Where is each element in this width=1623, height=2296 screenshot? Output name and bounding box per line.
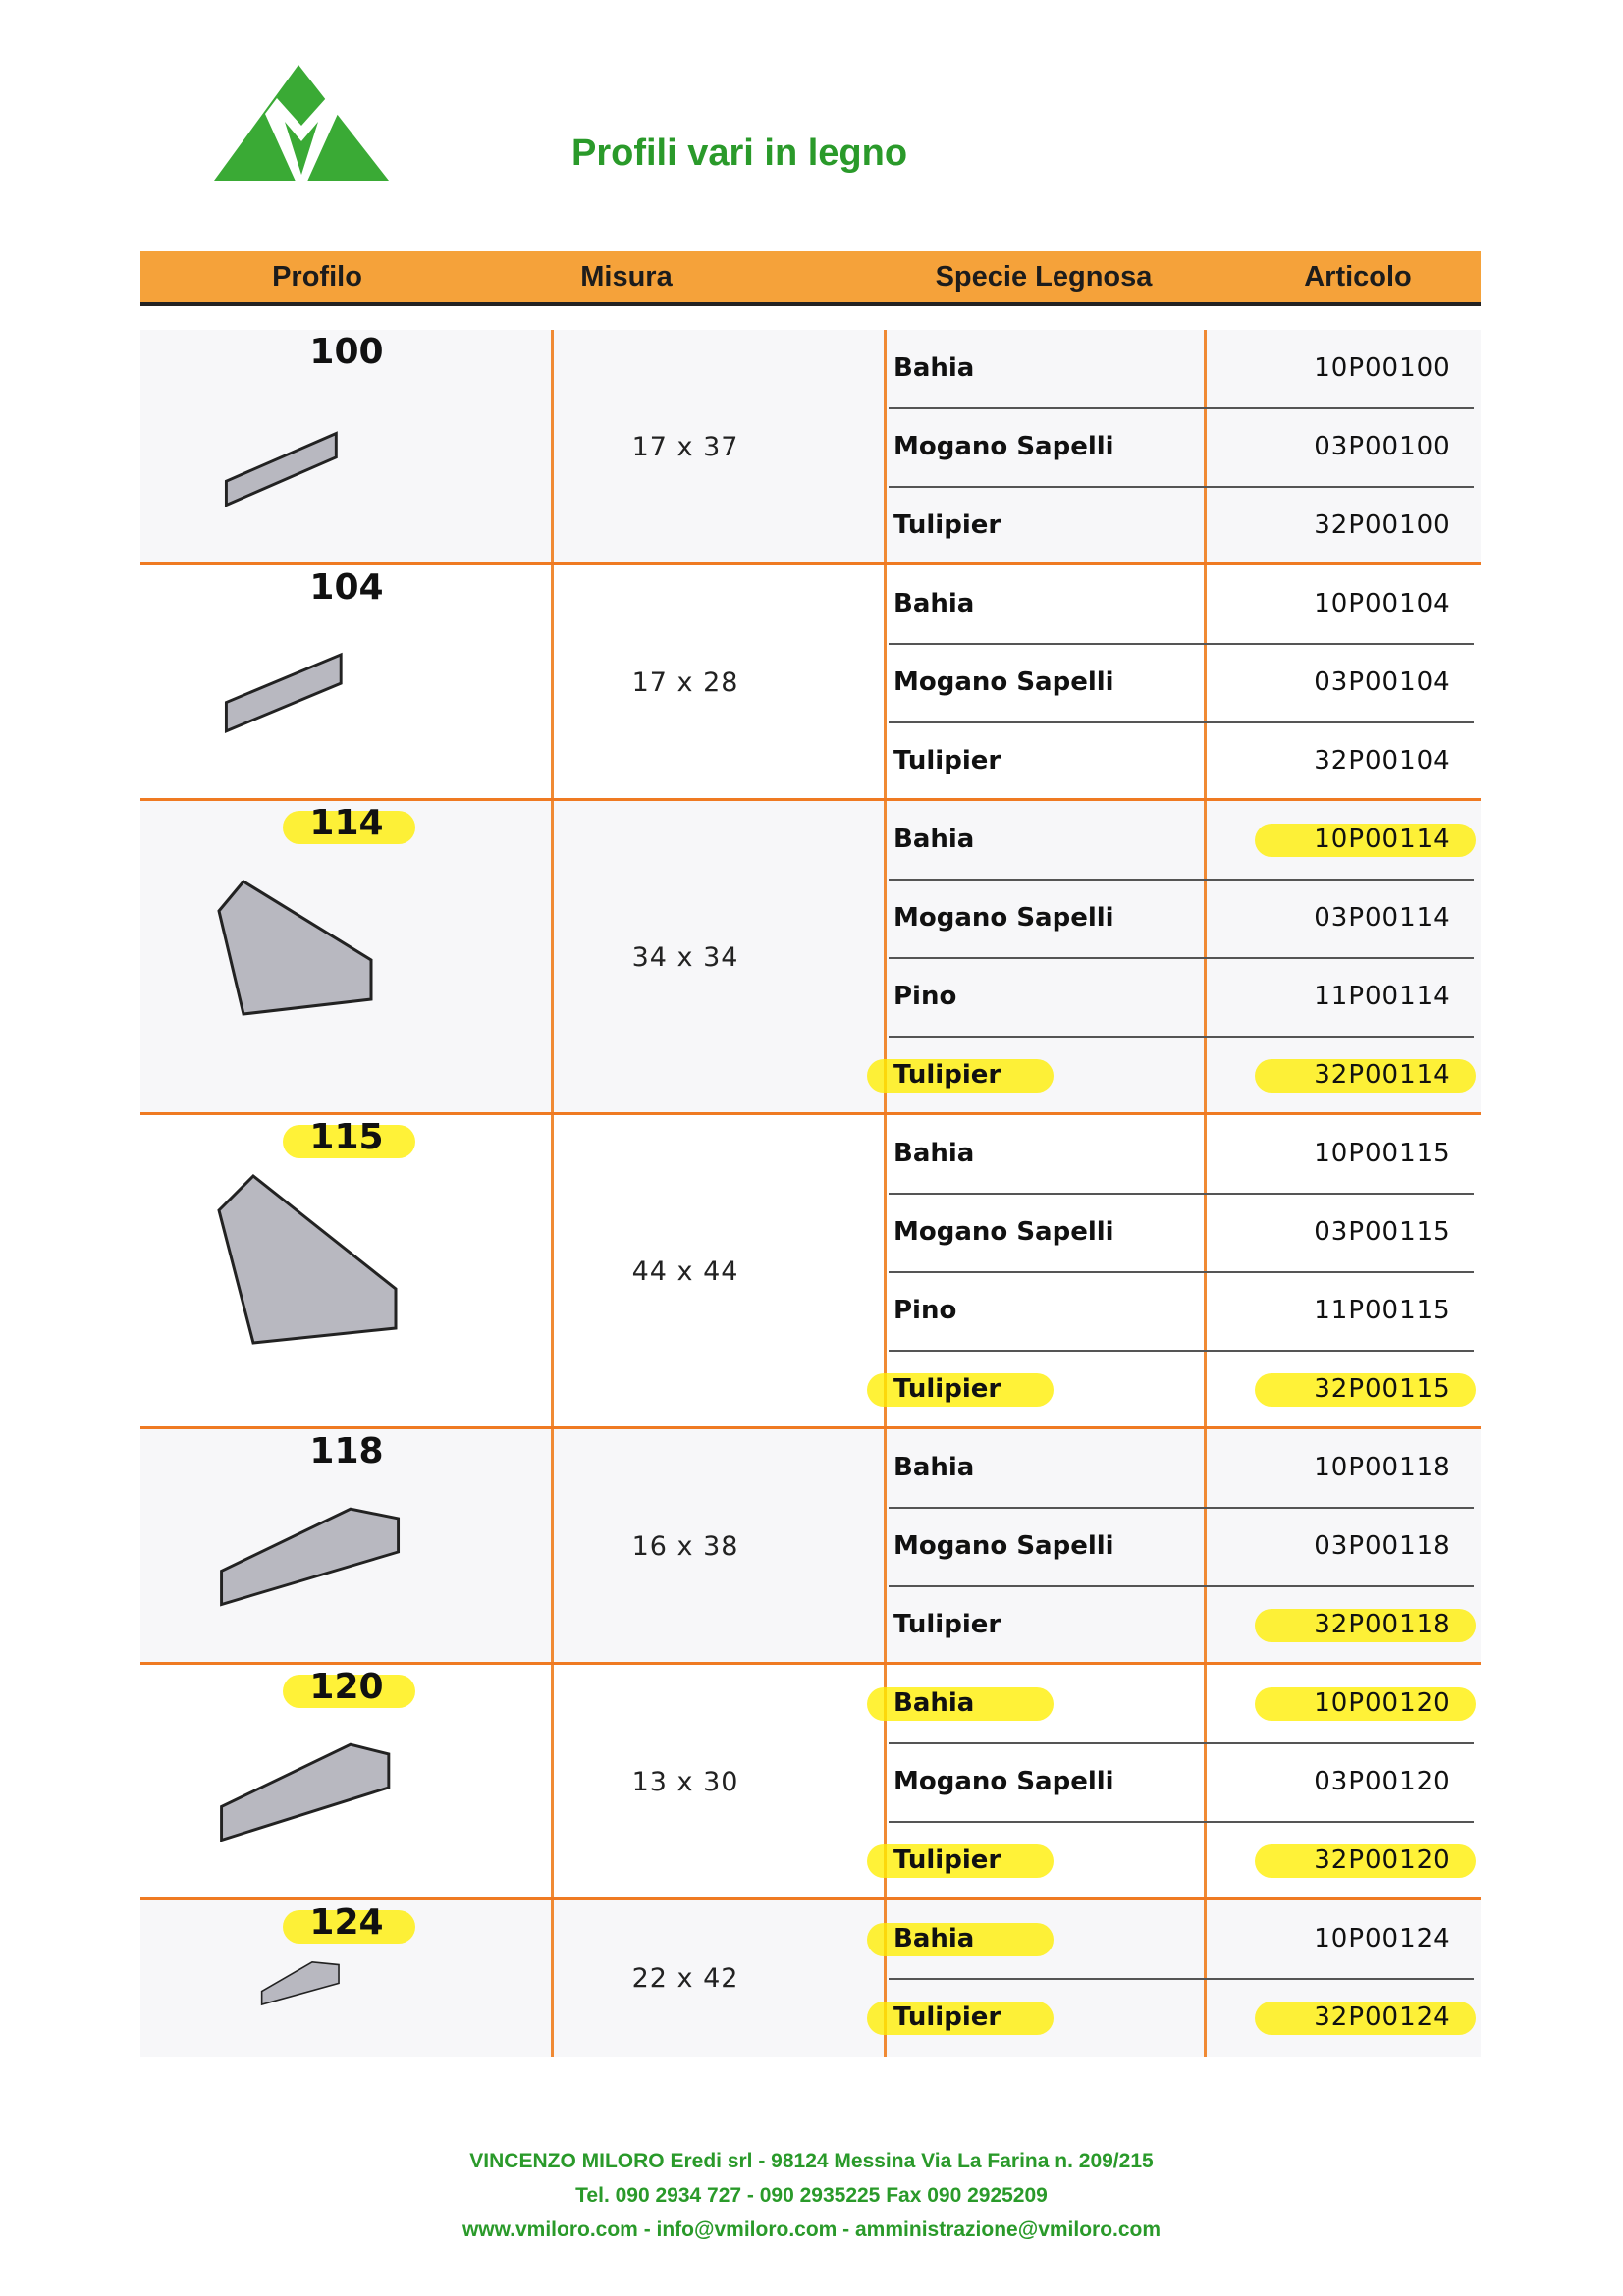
profile-number: 115 — [309, 1117, 384, 1157]
article-code: 03P00115 — [1314, 1217, 1451, 1247]
column-divider — [551, 330, 554, 565]
species-name: Mogano Sapelli — [893, 667, 1114, 697]
column-header-profilo: Profilo — [272, 261, 362, 293]
profile-drawing — [214, 381, 410, 558]
profile-size: 17 x 28 — [631, 667, 739, 698]
column-divider — [551, 1665, 554, 1900]
profile-size: 13 x 30 — [631, 1767, 739, 1797]
article-code: 03P00120 — [1314, 1767, 1451, 1796]
article-code: 32P00100 — [1314, 510, 1451, 540]
row-divider — [889, 957, 1474, 959]
profile-drawing — [214, 1951, 410, 2050]
profile-number: 114 — [309, 803, 384, 843]
profiles-table — [140, 330, 1481, 2040]
species-name: Tulipier — [893, 2002, 1001, 2032]
article-code: 32P00115 — [1314, 1374, 1451, 1404]
species-name: Mogano Sapelli — [893, 1217, 1114, 1247]
row-divider — [889, 1821, 1474, 1823]
article-code: 03P00118 — [1314, 1531, 1451, 1561]
article-code: 32P00124 — [1314, 2002, 1451, 2032]
article-code: 10P00104 — [1314, 589, 1451, 618]
species-name: Bahia — [893, 1453, 975, 1482]
column-header-misura: Misura — [580, 261, 673, 293]
row-divider — [889, 721, 1474, 723]
row-divider — [889, 1507, 1474, 1509]
species-name: Mogano Sapelli — [893, 903, 1114, 933]
article-code: 10P00118 — [1314, 1453, 1451, 1482]
row-divider — [889, 1978, 1474, 1980]
species-name: Bahia — [893, 1139, 975, 1168]
article-code: 10P00114 — [1314, 825, 1451, 854]
article-code: 10P00115 — [1314, 1139, 1451, 1168]
article-code: 11P00114 — [1314, 982, 1451, 1011]
column-divider — [884, 1429, 887, 1665]
row-divider — [889, 407, 1474, 409]
profile-size: 16 x 38 — [631, 1531, 739, 1562]
profile-size: 17 x 37 — [631, 432, 739, 462]
species-name: Tulipier — [893, 1060, 1001, 1090]
profile-group — [140, 330, 1481, 565]
column-header-specie: Specie Legnosa — [935, 261, 1153, 293]
profile-drawing — [214, 1480, 410, 1657]
column-divider — [551, 801, 554, 1115]
species-name: Tulipier — [893, 510, 1001, 540]
column-divider — [551, 1115, 554, 1429]
profile-group — [140, 1665, 1481, 1900]
species-name: Mogano Sapelli — [893, 432, 1114, 461]
species-name: Bahia — [893, 825, 975, 854]
article-code: 32P00120 — [1314, 1845, 1451, 1875]
article-code: 10P00120 — [1314, 1688, 1451, 1718]
species-name: Pino — [893, 982, 957, 1011]
article-code: 32P00114 — [1314, 1060, 1451, 1090]
profile-number: 100 — [309, 332, 384, 372]
profile-drawing — [214, 1716, 410, 1893]
profile-number: 104 — [309, 567, 384, 608]
table-header — [140, 251, 1481, 302]
profile-size: 34 x 34 — [631, 942, 739, 973]
row-divider — [889, 1193, 1474, 1195]
profile-number: 118 — [309, 1431, 384, 1471]
species-name: Tulipier — [893, 1374, 1001, 1404]
article-code: 32P00118 — [1314, 1610, 1451, 1639]
row-divider — [889, 643, 1474, 645]
column-divider — [1204, 1665, 1207, 1900]
row-divider — [889, 1585, 1474, 1587]
row-divider — [889, 486, 1474, 488]
footer-phone: Tel. 090 2934 727 - 090 2935225 Fax 090 2925209 — [575, 2184, 1048, 2207]
species-name: Mogano Sapelli — [893, 1767, 1114, 1796]
profile-number: 120 — [309, 1667, 384, 1707]
row-divider — [889, 1742, 1474, 1744]
column-divider — [884, 330, 887, 565]
company-logo — [214, 65, 389, 197]
column-divider — [1204, 1429, 1207, 1665]
column-divider — [1204, 330, 1207, 565]
profile-group — [140, 565, 1481, 801]
profile-number: 124 — [309, 1902, 384, 1943]
species-name: Tulipier — [893, 1610, 1001, 1639]
column-header-articolo: Articolo — [1304, 261, 1412, 293]
species-name: Bahia — [893, 1924, 975, 1953]
row-divider — [889, 1036, 1474, 1038]
species-name: Bahia — [893, 1688, 975, 1718]
article-code: 11P00115 — [1314, 1296, 1451, 1325]
row-divider — [889, 879, 1474, 881]
row-divider — [889, 1271, 1474, 1273]
row-divider — [889, 1350, 1474, 1352]
article-code: 32P00104 — [1314, 746, 1451, 775]
profile-size: 44 x 44 — [631, 1256, 739, 1287]
species-name: Pino — [893, 1296, 957, 1325]
profile-drawing — [214, 616, 410, 793]
footer-address: VINCENZO MILORO Eredi srl - 98124 Messina Via La Farina n. 209/215 — [469, 2150, 1154, 2172]
profile-group — [140, 1429, 1481, 1665]
species-name: Bahia — [893, 353, 975, 383]
article-code: 03P00100 — [1314, 432, 1451, 461]
profile-group — [140, 1115, 1481, 1429]
column-divider — [551, 1429, 554, 1665]
column-divider — [884, 565, 887, 801]
profile-group — [140, 1900, 1481, 2057]
species-name: Tulipier — [893, 1845, 1001, 1875]
profile-group — [140, 801, 1481, 1115]
article-code: 03P00114 — [1314, 903, 1451, 933]
profile-drawing — [214, 852, 410, 1034]
species-name: Tulipier — [893, 746, 1001, 775]
article-code: 03P00104 — [1314, 667, 1451, 697]
column-divider — [551, 1900, 554, 2057]
profile-drawing — [214, 1166, 410, 1348]
article-code: 10P00100 — [1314, 353, 1451, 383]
species-name: Bahia — [893, 589, 975, 618]
profile-size: 22 x 42 — [631, 1963, 739, 1994]
column-divider — [551, 565, 554, 801]
header-underline — [140, 302, 1481, 306]
article-code: 10P00124 — [1314, 1924, 1451, 1953]
footer-contacts: www.vmiloro.com - info@vmiloro.com - amministrazione@vmiloro.com — [461, 2218, 1162, 2241]
species-name: Mogano Sapelli — [893, 1531, 1114, 1561]
column-divider — [1204, 565, 1207, 801]
page-title: Profili vari in legno — [571, 133, 908, 174]
